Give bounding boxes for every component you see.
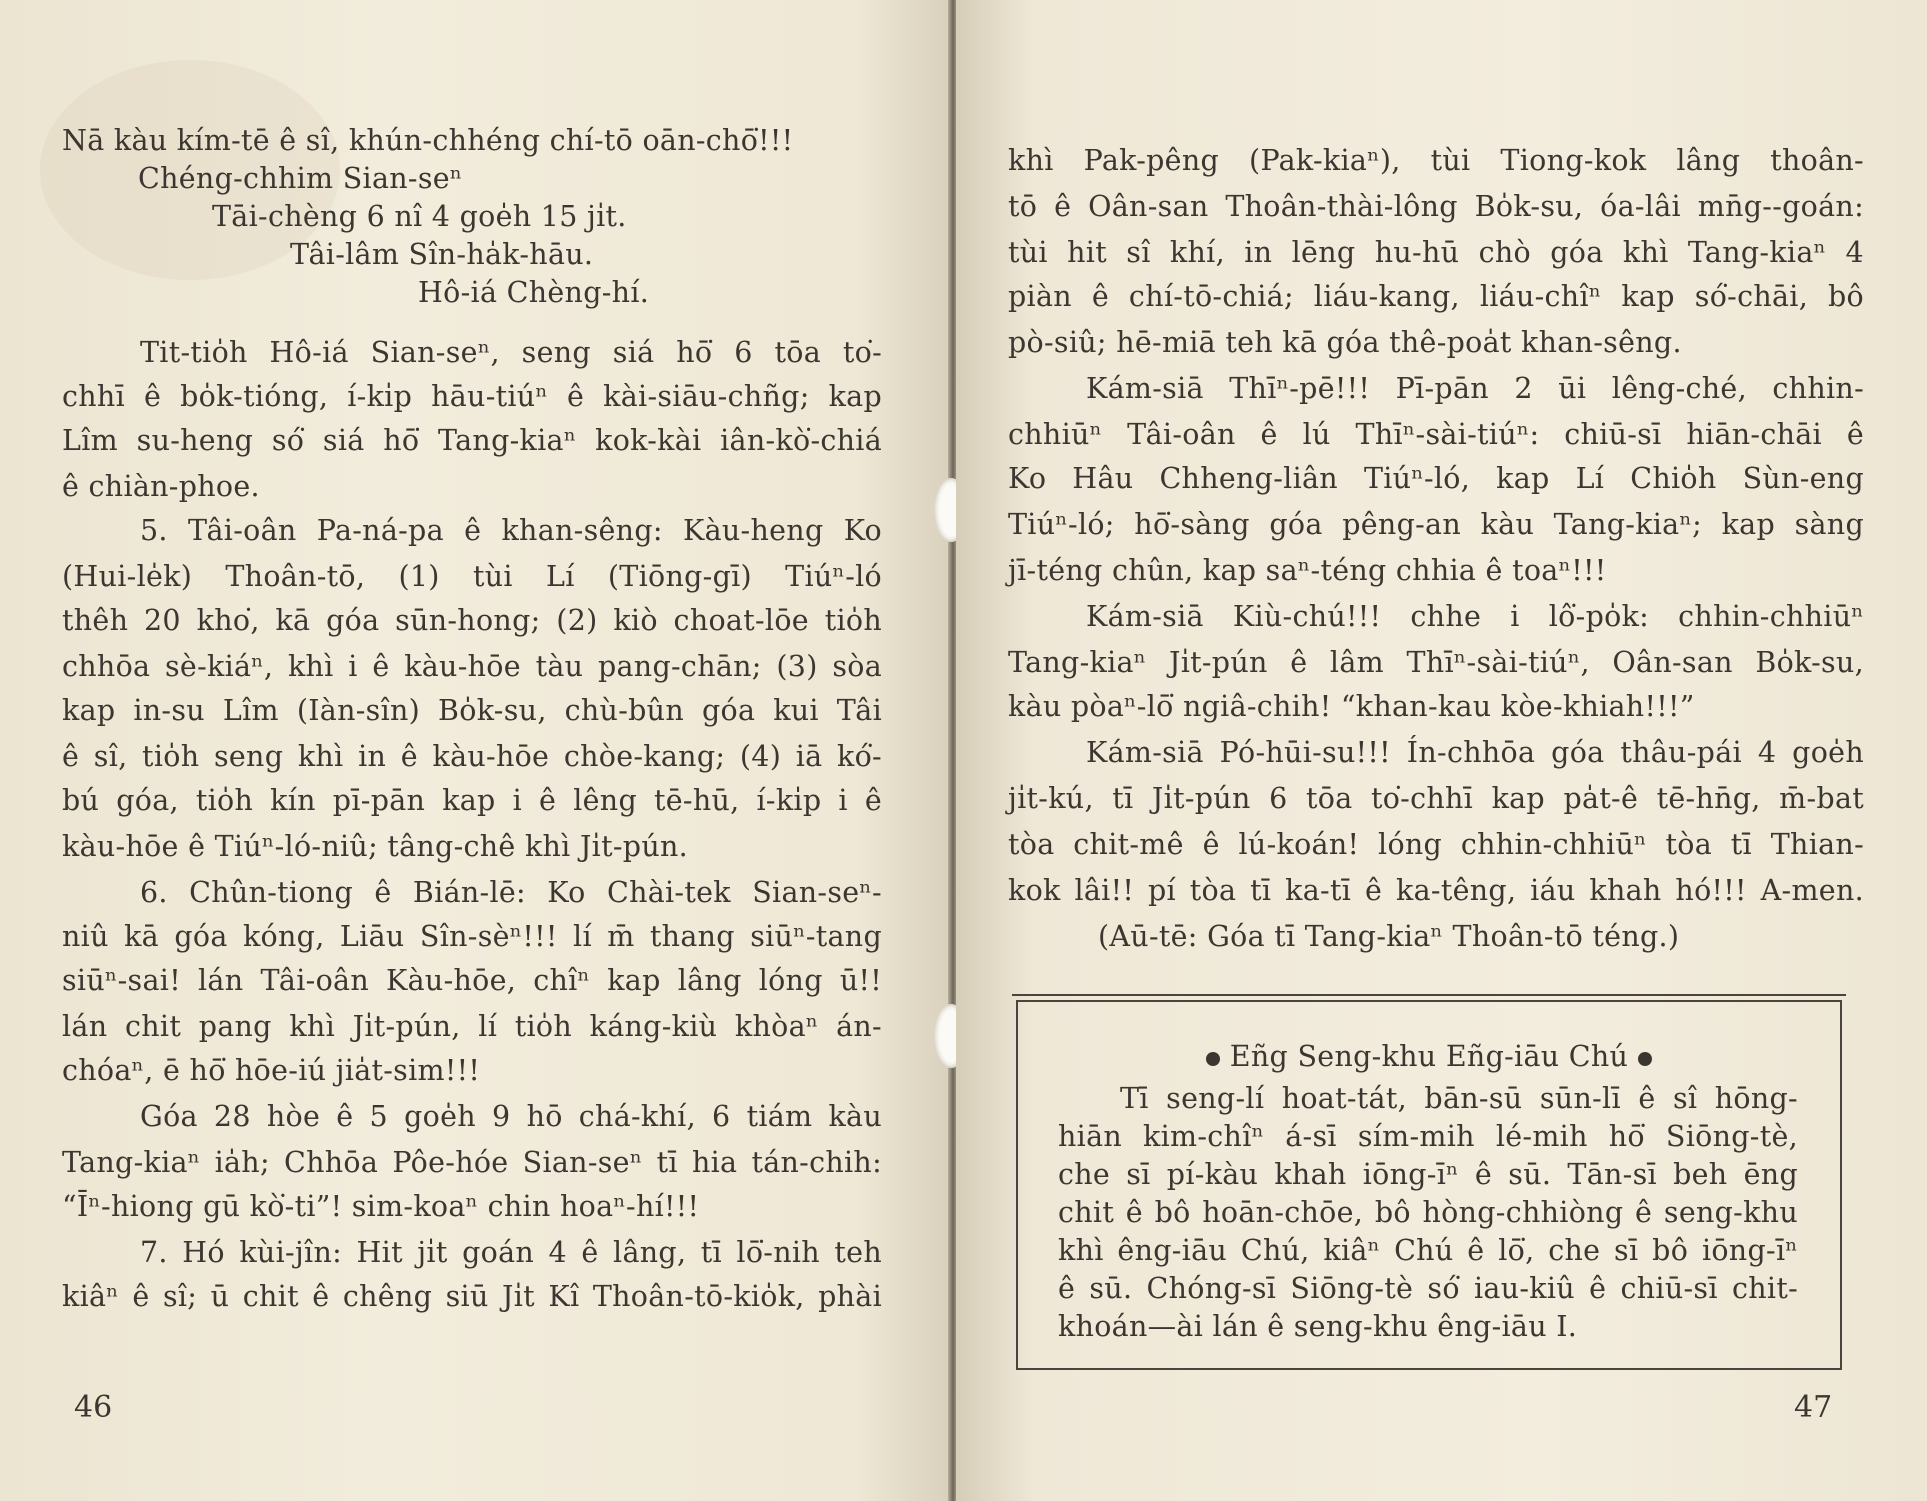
text-line: Lîm su-heng só͘ siá hō͘ Tang-kiaⁿ kok-kài iân-kò͘-chiá (62, 424, 882, 457)
box-line: khì êng-iāu Chú, kiâⁿ Chú ê lō͘, che sī bô iōng-īⁿ (1058, 1234, 1798, 1267)
text-line: chhiūⁿ Tâi-oân ê lú Thīⁿ-sài-tiúⁿ: chiū-sī hiān-chāi ê (1008, 418, 1864, 451)
box-line: chit ê bô hoān-chōe, bô hòng-chhiòng ê seng-khu (1058, 1196, 1798, 1229)
text-line: Chéng-chhim Sian-seⁿ (138, 162, 463, 195)
text-line: (Hui-le̍k) Thoân-tō, (1) tùi Lí (Tiōng-gī) Tiúⁿ-ló (62, 560, 882, 593)
text-line: siūⁿ-sai! lán Tâi-oân Kàu-hōe, chîⁿ kap lâng lóng ū!! (62, 964, 882, 997)
text-line: chóaⁿ, ē hō͘ hōe-iú jia̍t-sim!!! (62, 1054, 481, 1087)
text-line: 6. Chûn-tiong ê Bián-lē: Ko Chài-tek Sian-seⁿ- (140, 876, 882, 909)
text-line: Hô-iá Chèng-hí. (418, 276, 650, 309)
text-line: ê chiàn-phoe. (62, 470, 260, 503)
text-line: kap in-su Lîm (Iàn-sîn) Bo̍k-su, chù-bûn góa kui Tâi (62, 694, 882, 727)
page-number: 46 (74, 1390, 113, 1425)
text-line: chhōa sè-kiáⁿ, khì i ê kàu-hōe tàu pang-chān; (3) sòa (62, 650, 882, 683)
text-line: lán chit pang khì Ji̍t-pún, lí tio̍h káng-kiù khòaⁿ án- (62, 1010, 882, 1043)
text-line: Tit-tio̍h Hô-iá Sian-seⁿ, seng siá hō͘ 6 tōa to͘- (140, 336, 882, 369)
text-line: kok lâi!! pí tòa tī ka-tī ê ka-têng, iáu khah hó!!! A-men. (1008, 874, 1864, 907)
devotional-box (1016, 1000, 1842, 1370)
bullet-icon (1206, 1052, 1220, 1066)
text-line: “Īⁿ-hiong gū kò͘-ti”! sim-koaⁿ chin hoaⁿ-hí!!! (62, 1190, 700, 1223)
text-line: Kám-siā Kiù-chú!!! chhe i lô͘-po̍k: chhin-chhiūⁿ (1086, 600, 1864, 633)
text-line: (Aū-tē: Góa tī Tang-kiaⁿ Thoân-tō téng.) (1098, 920, 1680, 953)
text-line: chhī ê bo̍k-tióng, í-ki̍p hāu-tiúⁿ ê kài-siāu-chñg; kap (62, 380, 882, 413)
box-title-text: Eñg Seng-khu Eñg-iāu Chú (1229, 1040, 1629, 1073)
text-line: ji̍t-kú, tī Ji̍t-pún 6 tōa to͘-chhī kap pa̍t-ê tē-hn̄g, m̄-bat (1008, 782, 1864, 815)
text-line: kàu-hōe ê Tiúⁿ-ló-niû; tâng-chê khì Ji̍t-pún. (62, 830, 688, 863)
text-line: pò-siû; hē-miā teh kā góa thê-poa̍t khan-sêng. (1008, 326, 1682, 359)
text-line: piàn ê chí-tō-chiá; liáu-kang, liáu-chîⁿ kap só͘-chāi, bô (1008, 280, 1864, 313)
text-line: Ko Hâu Chheng-liân Tiúⁿ-ló, kap Lí Chio̍h Sùn-eng (1008, 462, 1864, 495)
box-top-rule (1012, 994, 1846, 996)
box-title (1018, 1040, 1840, 1073)
text-line: kàu pòaⁿ-lō͘ ngiâ-chih! “khan-kau kòe-khiah!!!” (1008, 690, 1695, 723)
text-line: tùi hit sî khí, in lēng hu-hū chò góa khì Tang-kiaⁿ 4 (1008, 236, 1864, 269)
text-line: thêh 20 kho͘, kā góa sūn-hong; (2) kiò choat-lōe tio̍h (62, 604, 882, 637)
text-line: 5. Tâi-oân Pa-ná-pa ê khan-sêng: Kàu-heng Ko (140, 514, 882, 547)
box-line: hiān kim-chîⁿ á-sī sím-mih lé-mih hō͘ Siōng-tè, (1058, 1120, 1798, 1153)
text-line: Kám-siā Pó-hūi-su!!! Ín-chhōa góa thâu-pái 4 goe̍h (1086, 736, 1864, 769)
text-line: Góa 28 hòe ê 5 goe̍h 9 hō chá-khí, 6 tiám kàu (140, 1100, 882, 1133)
bullet-icon (1638, 1052, 1652, 1066)
text-line: Tāi-chèng 6 nî 4 goe̍h 15 ji̍t. (212, 200, 627, 233)
text-line: Tang-kiaⁿ Ji̍t-pún ê lâm Thīⁿ-sài-tiúⁿ, Oân-san Bo̍k-su, (1008, 646, 1864, 679)
box-line: che sī pí-kàu khah iōng-īⁿ ê sū. Tān-sī beh ēng (1058, 1158, 1798, 1191)
right-page (956, 0, 1927, 1501)
text-line: Nā kàu kím-tē ê sî, khún-chhéng chí-tō oān-chō͘!!! (62, 124, 794, 157)
text-line: Tiúⁿ-ló; hō͘-sàng góa pêng-an kàu Tang-kiaⁿ; kap sàng (1008, 508, 1864, 541)
text-line: Kám-siā Thīⁿ-pē!!! Pī-pān 2 ūi lêng-ché, chhin- (1086, 372, 1864, 405)
text-line: jī-téng chûn, kap saⁿ-téng chhia ê toaⁿ!!! (1008, 554, 1607, 587)
left-page (0, 0, 950, 1501)
page-number: 47 (1794, 1390, 1833, 1425)
text-line: bú góa, tio̍h kín pī-pān kap i ê lêng tē-hū, í-ki̍p i ê (62, 784, 882, 817)
text-line: Tang-kiaⁿ ia̍h; Chhōa Pôe-hóe Sian-seⁿ tī hia tán-chih: (62, 1146, 882, 1179)
box-line: ê sū. Chóng-sī Siōng-tè só͘ iau-kiû ê chiū-sī chit- (1058, 1272, 1798, 1305)
box-line: Tī seng-lí hoat-tát, bān-sū sūn-lī ê sî hōng- (1120, 1082, 1798, 1115)
text-line: kiâⁿ ê sî; ū chit ê chêng siū Ji̍t Kî Thoân-tō-kio̍k, phài (62, 1280, 882, 1313)
text-line: Tâi-lâm Sîn-ha̍k-hāu. (290, 238, 594, 271)
text-line: niû kā góa kóng, Liāu Sîn-sèⁿ!!! lí m̄ thang siūⁿ-tang (62, 920, 882, 953)
text-line: ê sî, tio̍h seng khì in ê kàu-hōe chòe-kang; (4) iā kó͘- (62, 740, 882, 773)
text-line: tòa chit-mê ê lú-koán! lóng chhin-chhiūⁿ tòa tī Thian- (1008, 828, 1864, 861)
text-line: 7. Hó kùi-jîn: Hit ji̍t goán 4 ê lâng, tī lō͘-nih teh (140, 1236, 882, 1269)
text-line: tō ê Oân-san Thoân-thài-lông Bo̍k-su, óa-lâi mn̄g--goán: (1008, 190, 1864, 223)
box-line: khoán—ài lán ê seng-khu êng-iāu I. (1058, 1310, 1578, 1343)
text-line: khì Pak-pêng (Pak-kiaⁿ), tùi Tiong-kok lâng thoân- (1008, 144, 1864, 177)
